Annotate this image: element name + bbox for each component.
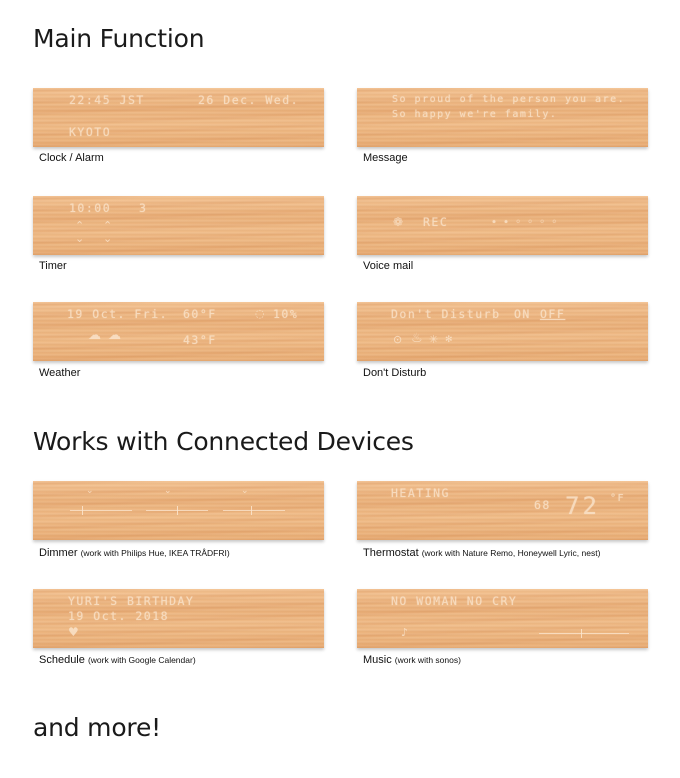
caption-weather: Weather	[39, 367, 81, 379]
dimmer-slider-1	[70, 510, 132, 511]
thermostat-target: 72	[565, 492, 600, 520]
clock-time: 22:45 JST	[69, 93, 145, 107]
heading-and-more: and more!	[33, 713, 161, 742]
caption-voicemail: Voice mail	[363, 260, 414, 272]
dnd-on: ON	[514, 307, 531, 321]
panel-dimmer	[33, 481, 324, 540]
weather-precip: 10%	[273, 307, 299, 321]
chevron-down-icon: ⌄	[75, 232, 85, 245]
dnd-label: Don't Disturb	[391, 307, 501, 321]
music-progress-knob	[581, 629, 582, 638]
caption-music-note: (work with sonos)	[394, 655, 461, 665]
caption-dnd: Don't Disturb	[363, 367, 427, 379]
panel-music	[357, 589, 648, 648]
sun-icon: ✻	[445, 335, 453, 345]
dimmer-knob-3	[251, 506, 252, 515]
bulb-icon: ⌄	[241, 486, 249, 496]
heart-icon: ♥	[68, 625, 79, 639]
clock-date: 26 Dec. Wed.	[198, 93, 300, 107]
thermostat-status: HEATING	[391, 486, 450, 500]
sun-icon: ✳	[429, 333, 439, 346]
caption-schedule: Schedule (work with Google Calendar)	[39, 654, 196, 666]
panel-clock	[33, 88, 324, 147]
chevron-up-icon: ⌃	[75, 219, 85, 232]
bulb-icon: ⌄	[86, 486, 94, 496]
message-line2: So happy we're family.	[392, 109, 558, 120]
caption-thermostat-note: (work with Nature Remo, Honeywell Lyric, nest)	[421, 548, 601, 558]
thermostat-current: 68	[534, 498, 551, 512]
voicemail-progress-dots: • • ◦ ◦ ◦ ◦	[491, 217, 558, 228]
dimmer-knob-1	[82, 506, 83, 515]
clock-city: KYOTO	[69, 125, 112, 139]
caption-thermostat: Thermostat (work with Nature Remo, Honeywell Lyric, nest)	[363, 547, 601, 559]
panel-timer	[33, 196, 324, 255]
panel-thermostat	[357, 481, 648, 540]
heading-connected-devices: Works with Connected Devices	[33, 427, 414, 456]
dimmer-knob-2	[177, 506, 178, 515]
drop-icon: ◌	[255, 307, 265, 320]
weather-temp-high: 60°F	[183, 307, 217, 321]
panel-schedule	[33, 589, 324, 648]
weather-temp-low: 43°F	[183, 333, 217, 347]
dimmer-slider-3	[223, 510, 285, 511]
panel-message	[357, 88, 648, 147]
caption-clock: Clock / Alarm	[39, 152, 104, 164]
voicemail-label: REC	[423, 215, 449, 229]
caption-dimmer: Dimmer (work with Philips Hue, IKEA TRÅDFRI)	[39, 547, 230, 559]
weather-date: 19 Oct. Fri.	[67, 307, 169, 321]
partly-cloudy-icon: ☁	[88, 328, 101, 343]
message-line1: So proud of the person you are.	[392, 94, 626, 105]
heading-main-function: Main Function	[33, 24, 205, 53]
caption-dimmer-note: (work with Philips Hue, IKEA TRÅDFRI)	[80, 548, 230, 558]
chevron-up-icon: ⌃	[103, 219, 113, 232]
music-note-icon: ♪	[401, 626, 409, 639]
timer-count: 3	[139, 201, 148, 215]
panel-voicemail	[357, 196, 648, 255]
dnd-off: OFF	[540, 307, 566, 321]
caption-message: Message	[363, 152, 408, 164]
microphone-icon: ❁	[393, 215, 404, 229]
bulb-icon: ⌄	[164, 486, 172, 496]
cloud-icon: ☁	[108, 328, 121, 343]
caption-timer: Timer	[39, 260, 67, 272]
thermostat-unit: °F	[610, 493, 626, 504]
chevron-down-icon: ⌄	[103, 232, 113, 245]
music-progress-track	[539, 633, 629, 634]
panel-dnd	[357, 302, 648, 361]
schedule-event: YURI'S BIRTHDAY	[68, 594, 195, 608]
caption-schedule-note: (work with Google Calendar)	[87, 655, 196, 665]
caption-music: Music (work with sonos)	[363, 654, 461, 666]
timer-time: 10:00	[69, 201, 112, 215]
alarm-icon: ⊙	[393, 333, 403, 346]
thermometer-icon: ♨	[411, 331, 423, 346]
panel-weather	[33, 302, 324, 361]
schedule-date: 19 Oct. 2018	[68, 609, 170, 623]
music-title: NO WOMAN NO CRY	[391, 594, 518, 608]
